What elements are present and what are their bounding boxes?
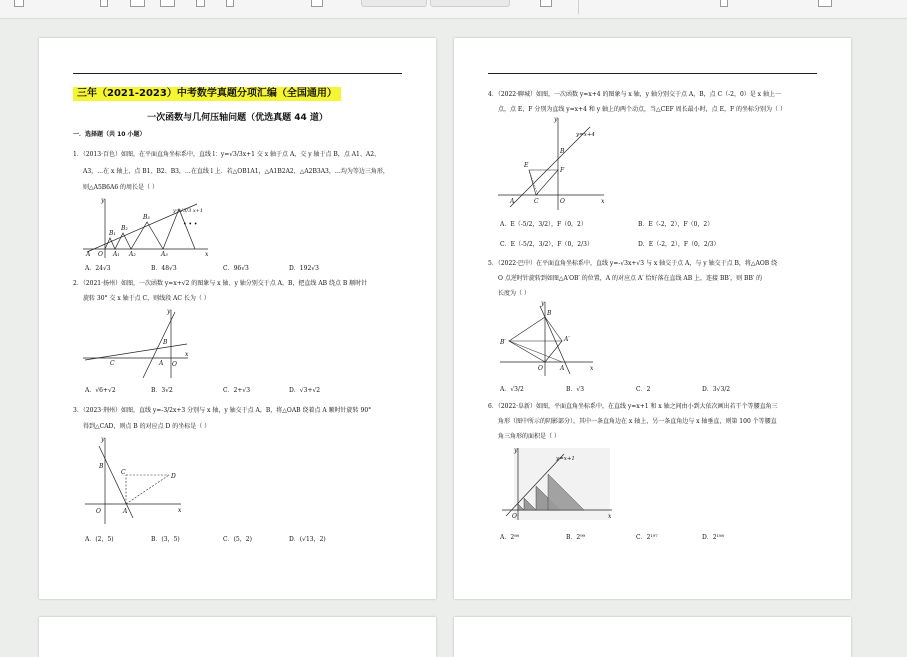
x-label: x (205, 251, 209, 258)
point-a1-label: A₁ (113, 251, 120, 258)
line-equation: y=√3/3 x+1 (173, 208, 204, 214)
y-label: y (101, 197, 105, 204)
question-5-line-2: O 点逆时针旋转到如图△A′OB′ 的位置，A 的对应点 A′ 恰好落在直线 AB 上，连接 BB′，则 BB′ 的 (498, 275, 763, 282)
option-d[interactable]: D．(√13，2) (289, 536, 326, 543)
option-d[interactable]: D．2¹⁹⁸ (702, 534, 724, 541)
toolbar-button[interactable] (130, 0, 145, 7)
toolbar (0, 0, 907, 19)
point-b-label: B (547, 310, 552, 317)
option-b[interactable]: B．√3 (566, 386, 585, 393)
toolbar-button[interactable] (160, 0, 175, 7)
point-b1-label: B₁ (109, 230, 116, 237)
document-page-3 (39, 617, 436, 657)
option-a[interactable]: A．√6+√2 (85, 387, 116, 394)
y-label: y (541, 300, 545, 307)
question-4-figure (498, 116, 608, 210)
question-1-line-1: 1．（2013·百色）如图，在平面直角坐标系中，直线 l：y=√3/3x+1 交 x 轴于点 A，交 y 轴于点 B，点 A1、A2、 (73, 151, 381, 158)
continuation-dots: • • • (183, 221, 198, 228)
option-b[interactable]: B．E（-2，2），F（0，2） (638, 221, 714, 228)
toolbar-button[interactable] (720, 0, 728, 7)
toolbar-button[interactable] (311, 0, 323, 7)
origin-label: O (96, 508, 101, 515)
document-subtitle: 一次函数与几何压轴问题（优选真题 44 道） (147, 113, 328, 123)
question-3-line-1: 3．（2023·荆州）如图，直线 y=-3/2x+3 分别与 x 轴，y 轴交于点 A，B，将△OAB 绕着点 A 顺时针旋转 90° (73, 407, 372, 414)
question-3-figure (85, 434, 185, 524)
question-2-figure (83, 306, 193, 378)
toolbar-button[interactable] (14, 0, 24, 7)
question-6-line-3: 角三角形的面积是（ ） (498, 433, 560, 440)
point-a-prime-label: A′ (564, 336, 570, 343)
origin-label: O (98, 251, 103, 258)
toolbar-button[interactable] (818, 0, 832, 7)
point-b-label: B (99, 463, 104, 470)
header-rule (488, 73, 817, 74)
x-label: x (178, 507, 182, 514)
question-1-figure (83, 196, 213, 258)
point-b-prime-label: B′ (500, 339, 506, 346)
header-rule (73, 73, 402, 74)
toolbar-button[interactable] (226, 0, 234, 7)
x-label: x (185, 351, 189, 358)
line-ab (99, 446, 133, 518)
option-d[interactable]: D．√3+√2 (289, 387, 321, 394)
point-b2-label: B₂ (121, 225, 128, 232)
point-b-label: B (560, 148, 565, 155)
option-a[interactable]: A．(2，5) (85, 536, 114, 543)
section-heading: 一．选择题（共 10 小题） (73, 131, 146, 138)
point-c-label: C (110, 360, 115, 367)
x-label: x (601, 198, 605, 205)
origin-label: O (512, 513, 517, 520)
question-3-line-2: 得到△CAD，则点 B 的对应点 D 的坐标是（ ） (83, 423, 211, 430)
y-label: y (167, 308, 171, 315)
line-ab (143, 312, 175, 378)
question-6-figure (498, 446, 614, 522)
question-4-line-1: 4．（2022·聊城）如图，一次函数 y=x+4 的图象与 x 轴，y 轴分别交于点 A，B，点 C（-2，0）是 x 轴上一 (488, 91, 781, 98)
toolbar-separator (578, 0, 579, 14)
option-a[interactable]: A．E（-5/2，3/2），F（0，2） (500, 221, 587, 228)
document-title: 三年（2021-2023）中考数学真题分项汇编（全国通用） (73, 87, 341, 101)
document-page-2 (454, 38, 851, 599)
segment-b2a (509, 341, 562, 362)
equilateral-triangles (105, 209, 198, 249)
option-d[interactable]: D．E（-2，2），F（0，2/3） (638, 241, 720, 248)
y-label: y (101, 436, 105, 443)
option-b[interactable]: B．48√3 (151, 265, 177, 272)
option-d[interactable]: D．3√3/2 (702, 386, 731, 393)
toolbar-button[interactable] (100, 0, 108, 7)
question-5-figure (498, 300, 598, 376)
document-page-1 (39, 38, 436, 599)
question-6-line-2: 角形（图中所示的阴影部分），其中一条直角边在 x 轴上，另一条直角边与 x 轴垂直，则第 100 个等腰直 (498, 418, 777, 425)
x-label: x (590, 365, 594, 372)
point-f-label: F (560, 167, 565, 174)
option-d[interactable]: D．192√3 (289, 265, 319, 272)
question-6-line-1: 6．（2022·阜新）如图，平面直角坐标系中，在直线 y=x+1 和 x 轴之间由小到大依次画出若干个等腰直角三 (488, 403, 778, 410)
option-c[interactable]: C．2+√3 (223, 387, 251, 394)
question-2-line-1: 2．（2021·扬州）如图，一次函数 y=x+√2 的图象与 x 轴、y 轴分别交于点 A，B，把直线 AB 绕点 B 顺时针 (73, 280, 368, 287)
toolbar-button[interactable] (196, 0, 205, 7)
point-b3-label: B₃ (143, 214, 150, 221)
option-b[interactable]: B．2⁹⁹ (566, 534, 586, 541)
option-b[interactable]: B．(3，5) (151, 536, 180, 543)
point-c-label: C (121, 469, 126, 476)
y-label: y (554, 116, 558, 123)
question-4-line-2: 点，点 E，F 分别为直线 y=x+4 和 y 轴上的两个动点，当△CEF 周长最小时，点 E，F 的坐标分别为（ ） (498, 106, 786, 113)
segment-ad (126, 475, 169, 504)
option-a[interactable]: A．24√3 (85, 265, 111, 272)
line-equation: y=x+1 (556, 456, 575, 462)
point-a-label: A (159, 360, 164, 367)
option-c[interactable]: C．(5，2) (223, 536, 252, 543)
question-2-line-2: 旋转 30° 交 x 轴于点 C，则线段 AC 长为（ ） (83, 295, 210, 302)
point-a-label: A (560, 365, 565, 372)
option-a[interactable]: A．2⁹⁸ (500, 534, 519, 541)
point-d-label: D (171, 473, 176, 480)
option-a[interactable]: A．√3/2 (500, 386, 524, 393)
point-a-label: A (510, 198, 515, 205)
point-c-label: C (534, 198, 539, 205)
point-a2-label: A₂ (129, 251, 136, 258)
option-c[interactable]: C．2¹⁹⁷ (636, 534, 658, 541)
origin-label: O (172, 361, 177, 368)
question-1-line-3: 则△A5B6A6 的周长是（ ） (83, 184, 158, 191)
question-1-line-2: A3，…在 x 轴上，点 B1、B2、B3，…在直线 l 上．若△OB1A1，△A1B2A2，△A2B3A3，…均为等边三角形， (83, 168, 389, 175)
zoom-dropdown[interactable] (430, 0, 510, 7)
view-dropdown[interactable] (361, 0, 427, 7)
dashed-helper (529, 170, 538, 195)
option-c[interactable]: C．96√3 (223, 265, 249, 272)
question-5-line-3: 长度为（ ） (498, 290, 530, 297)
point-a-label: A (86, 251, 91, 258)
point-a3-label: A₃ (161, 251, 168, 258)
point-b-label: B (163, 339, 168, 346)
origin-label: O (560, 198, 565, 205)
option-c[interactable]: C．E（-5/2，3/2），F（0，2/3） (500, 241, 593, 248)
question-5-line-1: 5．（2022·巴中）在平面直角坐标系中，直线 y=-√3x+√3 与 x 轴交于点 A，与 y 轴交于点 B，将△AOB 绕 (488, 260, 778, 267)
x-label: x (608, 513, 612, 520)
line-equation: y=x+4 (576, 132, 595, 138)
origin-label: O (538, 365, 543, 372)
line-bc (85, 344, 187, 360)
y-label: y (514, 447, 518, 454)
option-b[interactable]: B．3√2 (151, 387, 173, 394)
point-a-label: A (123, 508, 128, 515)
point-e-label: E (524, 162, 529, 169)
segment-bb2 (509, 317, 545, 341)
option-c[interactable]: C．2 (636, 386, 651, 393)
toolbar-button[interactable] (540, 0, 552, 7)
document-page-4 (454, 617, 851, 657)
